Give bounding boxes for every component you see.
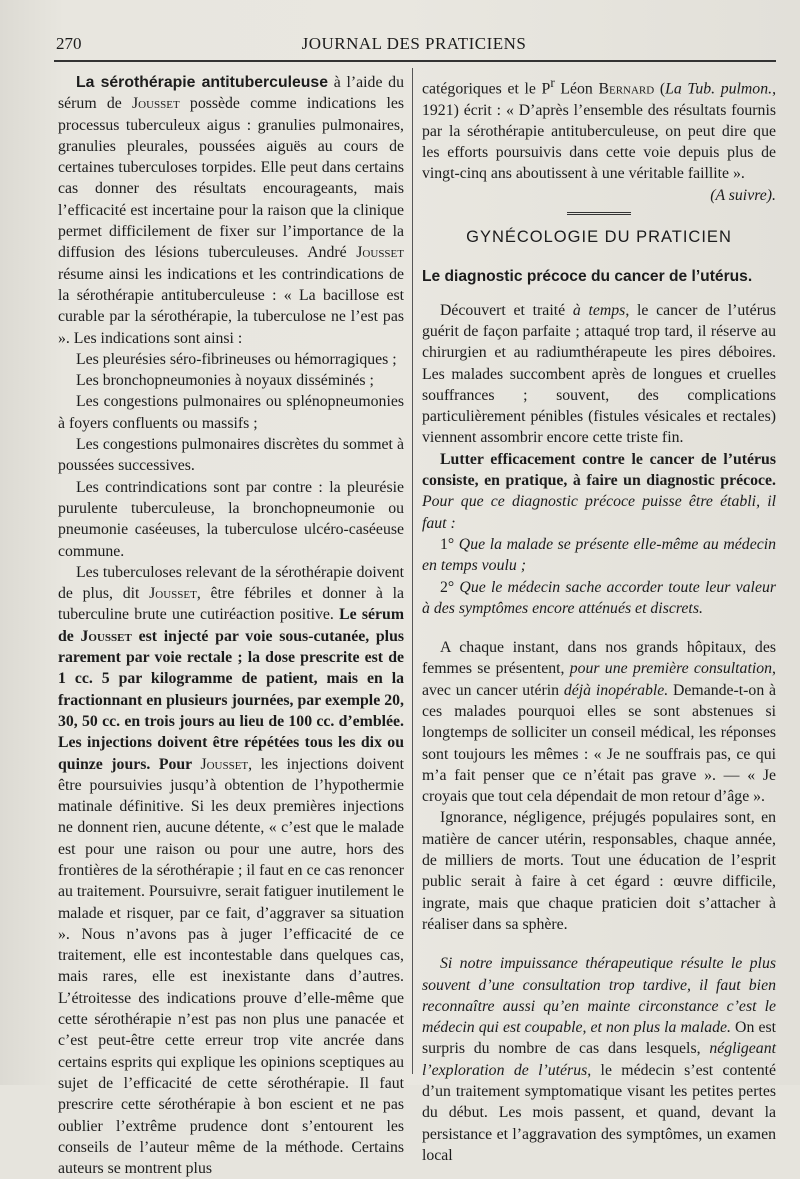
text-run: , les injections doivent être poursuivies jusqu’à obtention de l’hypothermie matinale définitive. Si les deux premières injections ne donnent rien, aucune détente, « c’est que le malade est pour une raison ou pour une autre, hors des frontières de la sérothérapie ; il faut en ce cas renoncer au traitement. Poursuivre, serait fatiguer inutilement le malade et risquer, par ce fait, d’aggraver sa situation ». Nous n’avons pas à juger l’efficacité de ce traitement, elle est incontestable dans quelques cas, mais rares, elle est inexistante dans d’autres. L’étroitesse des indications prouve d’elle-même que cette sérothérapie n’est pas non plus une panacée et c’est peut-être cette erreur trop vite ancrée dans certains esprits qui explique les opinions sceptiques au sujet de l’efficacité de cette sérothérapie. Il faut prescrire cette sérothérapie à bon escient et ne pas oublier l’extrême prudence dont s’entourent les conseils de l’auteur même de la méthode. Certains auteurs se montrent plus (58, 755, 405, 1178)
text-run: Les tuberculoses relevant de la sérothérapie doivent de plus, dit (58, 563, 404, 603)
text-run: On est surpris du nombre de cas dans lesquels, (422, 1019, 776, 1058)
to-be-continued: (A suivre). (710, 186, 776, 204)
spacer (422, 619, 776, 637)
list-item-2 (422, 577, 776, 620)
italic-run: à temps (572, 301, 626, 319)
section-title: GYNÉCOLOGIE DU PRATICIEN (466, 228, 732, 247)
bold-run: Le sérum de (58, 606, 404, 645)
paragraph-bernard (422, 72, 777, 204)
text-run: , avec un cancer utérin (422, 660, 776, 699)
section-separator (567, 212, 631, 215)
author-name: Jousset (200, 755, 249, 773)
italic-run: Si notre impuissance thérapeutique résulte le plus souvent d’une consultation trop tardive, il faut bien reconnaître aussi qu’en mainte circonstance c’est le médecin qui est coupable, et non plus la malade. (422, 955, 776, 1037)
text-run: Demande-t-on à ces malades pourquoi elles se sont abstenues si longtemps de solliciter un conseil médical, les réponses sont toujours les mêmes : « Je ne souffrais pas, ce qui m’a fait penser que ce n’était pas grave ». — « Je croyais que tout cela dépendait de mon retour d’âge ». (422, 681, 776, 806)
superscript: r (550, 75, 555, 90)
paragraph-lutter (422, 449, 776, 534)
bold-run: Lutter efficacement contre le cancer de l’utérus consiste, en pratique, à faire un diagnostic précoce. (422, 450, 776, 490)
text-run: Découvert et traité (440, 301, 573, 319)
italic-run: négligeant l’exploration de l’utérus (422, 1040, 776, 1079)
text-run: catégoriques et le P (422, 80, 551, 98)
author-name: Jousset (131, 95, 180, 113)
page-header (54, 34, 774, 56)
text-run: , être fébriles et donner à la tuberculine brute une cutiréaction positive. (58, 585, 404, 624)
text-run: , le cancer de l’utérus guérit de façon parfaite ; attaqué trop tard, il réserve au chirurgien et au radiumthérapeute les pires déboires. Les malades succombent après de longues et cruelles souffrances ; souvent, des complications particulièrement pénibles (fistules vésicales et rectales) viennent assombrir encore cette triste fin. (422, 301, 776, 447)
italic-run: Que la malade se présente elle-même au médecin en temps voulu ; (422, 535, 776, 575)
text-run: , le médecin s’est contenté d’un traitement symptomatique visant les petites pertes du début. Les mois passent, et quand, devant la persistance et l’aggravation des symptômes, un examen local (422, 1061, 776, 1164)
running-title: JOURNAL DES PRATICIENS (301, 34, 527, 53)
author-name: Jousset (356, 244, 404, 262)
indication-item: Les pleurésies séro-fibrineuses ou hémorragiques ; (76, 350, 397, 368)
citation: La Tub. pulmon. (665, 80, 773, 98)
article-title: Le diagnostic précoce du cancer de l’utérus. (422, 268, 753, 286)
paragraph-hopitaux (422, 637, 776, 807)
author-name: Jousset (149, 585, 197, 603)
italic-run: Que le médecin sache accorder toute leur valeur à des symptômes encore atténués et discrets. (422, 578, 776, 617)
text-run: Léon (554, 80, 599, 98)
paragraph-serotherapie-intro (58, 72, 404, 349)
text-run: A chaque instant, dans nos grands hôpitaux, des femmes se présentent, (422, 639, 776, 678)
text-run: ( (654, 80, 666, 98)
paragraph-impuissance (422, 953, 776, 1166)
list-number: 2° (440, 578, 455, 596)
indication-item: Les congestions pulmonaires discrètes du sommet à poussées successives. (58, 436, 404, 475)
italic-run: Pour que ce diagnostic précoce puisse être établi, il faut : (422, 493, 776, 532)
page-number: 270 (56, 34, 82, 53)
list-number: 1° (440, 535, 455, 553)
list-item-1 (422, 534, 776, 577)
right-column (422, 72, 776, 1166)
header-rule (54, 60, 776, 62)
indication-item: Les bronchopneumonies à noyaux disséminés ; (76, 372, 374, 390)
spacer (422, 935, 776, 953)
italic-run: déjà inopérable. (563, 681, 669, 699)
left-column (58, 72, 404, 1179)
bold-run: est injecté par voie sous-cutanée, plus rarement par voie rectale ; la dose prescrite est de 1 cc. 5 par kilogramme de patient, mais en la fractionnant en plusieurs journées, par exemple 20, 30, 50 cc. en trois jours au lieu de 100 cc. d’emblée. Les injections doivent être répétées tous les dix ou quinze jours. Pour (58, 627, 405, 773)
paragraph-decouvert (422, 300, 776, 449)
text-run: , 1921) écrit : « D’après l’ensemble des résultats fournis par la sérothérapie antituberculeuse, on peut dire que les efforts poursuivis dans cette voie depuis plus de vingt-cinq ans aboutissent à une véritable faillite ». (422, 80, 777, 183)
paragraph-contrindications: Les contrindications sont par contre : la pleurésie purulente tuberculeuse, la bronchopneumonie ou pneumonie caséeuses, la tuberculose ulcéro-caséeuse commune. (58, 478, 404, 560)
text-run: résume ainsi les indications et les contrindications de la sérothérapie antituberculeuse : « La bacillose est curable par la sérothérapie, la tuberculose ne l’est pas ». Les indications sont ainsi : (58, 265, 404, 347)
author-name: Bernard (598, 80, 655, 98)
italic-run: pour une première consultation (569, 660, 773, 678)
author-name: Jousset (80, 627, 132, 645)
text-run: à l’aide du sérum de (58, 74, 404, 113)
indication-item: Les congestions pulmonaires ou splénopneumonies à foyers confluents ou massifs ; (58, 393, 404, 432)
text-run: possède comme indications les processus tuberculeux aigus : granulies pulmonaires, granulies pleurales, poussées aiguës au cours de certaines tuberculoses torpides. Elle peut dans certains cas donner des résultats encourageants, mais l’efficacité est incertaine pour la raison que la clinique permet difficilement de fixer sur l’importance de la diffusion des lésions tuberculeuses. André (58, 95, 404, 262)
column-divider (412, 68, 413, 1074)
paragraph-ignorance: Ignorance, négligence, préjugés populaires sont, en matière de cancer utérin, responsables, chaque année, de milliers de morts. Tout une éducation de l’esprit public serait à faire à cet égard : œuvre difficile, ingrate, mais que chaque praticien doit s’attacher à réaliser dans sa sphère. (422, 809, 776, 933)
bold-lead: La sérothérapie antituberculeuse (76, 74, 329, 91)
paragraph-tuberculoses (58, 562, 404, 1179)
